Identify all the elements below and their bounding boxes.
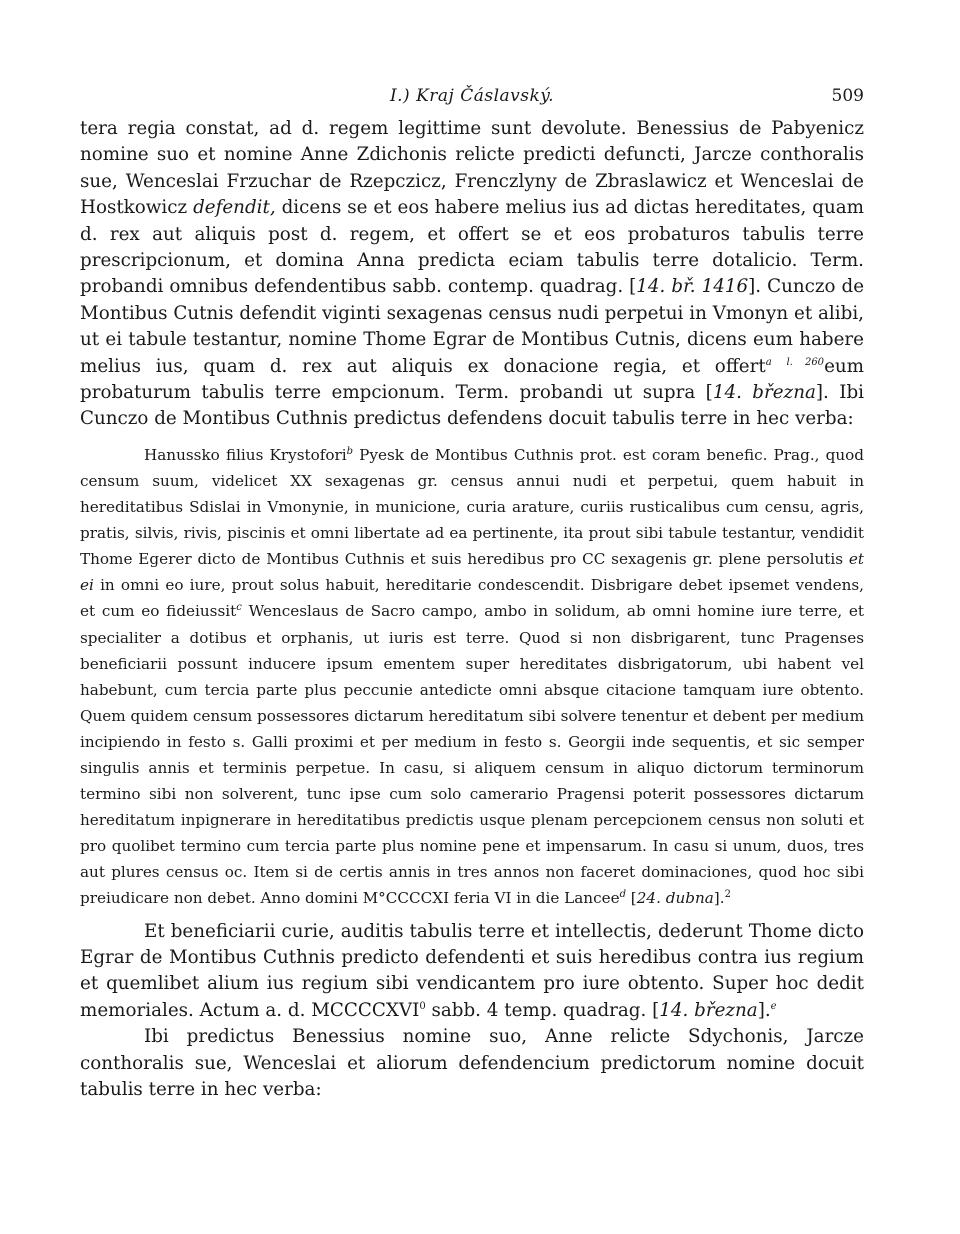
superscript-ordinal: 0 <box>419 1000 426 1012</box>
running-header <box>80 86 864 116</box>
text-run: eum probaturum tabulis terre empcionum. Term. probandi ut supra [ <box>80 355 864 404</box>
text-run: tera regia constat, ad d. regem legittime sunt devolute. Benessius de Pabyenicz nomine suo et nomine Anne Zdichonis relicte predicti defuncti, Jarcze conthoralis sue, Wenceslai Frzuchar de Rzepczicz, Frenczlyny de Zbraslawicz et Wenceslai de Hostkowicz <box>80 118 864 219</box>
folio-reference: l. 260 <box>786 356 825 368</box>
text-run: ]. Ibi Cunczo de Montibus Cuthnis predictus defendens docuit tabulis terre in hec verba: <box>80 382 865 430</box>
text-run: sabb. 4 temp. quadrag. [ <box>425 999 660 1021</box>
main-text-continued <box>80 919 864 1104</box>
italic-term: defendit, <box>193 197 276 219</box>
paragraph-1 <box>80 116 864 433</box>
paragraph-3: Ibi predictus Benessius nomine suo, Anne relicte Sdychonis, Jarcze conthoralis sue, Wenceslai et aliorum defendencium predictorum nomine docuit tabulis terre in hec verba: <box>80 1026 864 1100</box>
text-run: ]. <box>713 889 725 908</box>
footnote-mark: a <box>765 356 772 368</box>
main-text <box>80 116 864 433</box>
running-title: I.) Kraj Čáslavský. <box>389 86 555 106</box>
text-run: dicens se et eos habere melius ius ad dictas hereditates, quam d. rex aut aliquis post d. regem, et offert se et eos probaturos tabulis terre prescripcionum, et domina Anna predicta eciam tabulis terre dotalicio. Term. probandi omnibus defendentibus sabb. contemp. quadrag. [ <box>80 197 865 298</box>
footnote-number: 2 <box>724 889 731 901</box>
footnote-mark: d <box>619 889 626 901</box>
footnote-mark: e <box>770 1000 777 1012</box>
quoted-paragraph <box>80 442 864 912</box>
footnote-mark: c <box>236 602 242 614</box>
italic-term: et ei <box>80 550 864 595</box>
text-run: ]. <box>757 999 771 1021</box>
text-run: [ <box>625 889 637 908</box>
editorial-date: 14. března <box>712 382 816 404</box>
text-run: Hanussko filius Krystofori <box>144 445 347 464</box>
text-run: Pyesk de Montibus Cuthnis prot. est coram benefic. Prag., quod censum suum, videlicet XX sexagenas gr. census annui nudi et perpetui, quem habuit in hereditatibus Sdislai in Vmonynie, in municione, curia arature, curiis rusticalibus cum censu, agris, pratis, silvis, rivis, piscinis et omni libertate ad ea pertinente, ita prout sibi tabule testantur, vendidit Thome Egerer dicto de Montibus Cuthnis et suis heredibus pro CC sexagenis gr. plene persolutis <box>80 445 864 569</box>
text-run: in omni eo iure, prout solus habuit, hereditarie condescendit. Disbrigare debet ipsemet vendens, et cum eo fideiussit <box>80 576 864 621</box>
editorial-date: 14. března <box>659 999 758 1021</box>
book-page <box>80 86 864 1103</box>
page-number: 509 <box>831 86 864 106</box>
editorial-date: 24. dubna <box>636 889 714 908</box>
footnote-mark: b <box>346 445 354 457</box>
editorial-date: 14. bř. 1416 <box>636 276 749 298</box>
text-run: ]. Cunczo de Montibus Cutnis defendit viginti sexagenas census nudi perpetui in Vmonyn et alibi, ut ei tabule testantur, nomine Thome Egrar de Montibus Cutnis, dicens eum habere melius ius, quam d. rex aut aliquis ex donacione regia, et offert <box>80 276 865 377</box>
quoted-record <box>80 442 864 912</box>
text-run: Et beneficiarii curie, auditis tabulis terre et intellectis, dederunt Thome dicto Egrar de Montibus Cuthnis predicto defendenti et suis heredibus contra ius regium et quemlibet alium ius regium sibi vendicantem pro iure obtento. Super hoc dedit memoriales. Actum a. d. MCCCCXVI <box>80 920 864 1021</box>
text-run: Wenceslaus de Sacro campo, ambo in solidum, ab omni homine iure terre, et specialiter a dotibus et orphanis, ut iuris est terre. Quod si non disbrigarent, tunc Pragenses beneficiarii possunt inducere ipsum ementem super hereditates disbrigatorum, ubi habent vel habebunt, cum tercia parte plus peccunie antedicte omni absque citacione tamquam iure obtento. Quem quidem censum possessores dictarum hereditatum sibi solvere tenentur et debent per medium incipiendo in festo s. Galli proximi et per medium in festo s. Georgii inde sequentis, et sic semper singulis annis et terminis perpetue. In casu, si aliquem censum in aliquo dictorum terminorum termino sibi non solverent, tunc ipse cum solo camerario Pragensi poterit possessores dictarum hereditatum inpignerare in hereditatibus predictis usque plenam percepcionem census non soluti et pro quolibet termino cum tercia parte plus nomine pene et impensarum. In casu si unum, duos, tres aut plures census oc. Item si de certis annis in tres annos non faceret dominaciones, quod hoc sibi preiudicare non debet. Anno domini M°CCCCXI feria VI in die Lancee <box>80 602 864 908</box>
paragraph-2 <box>80 919 864 1025</box>
